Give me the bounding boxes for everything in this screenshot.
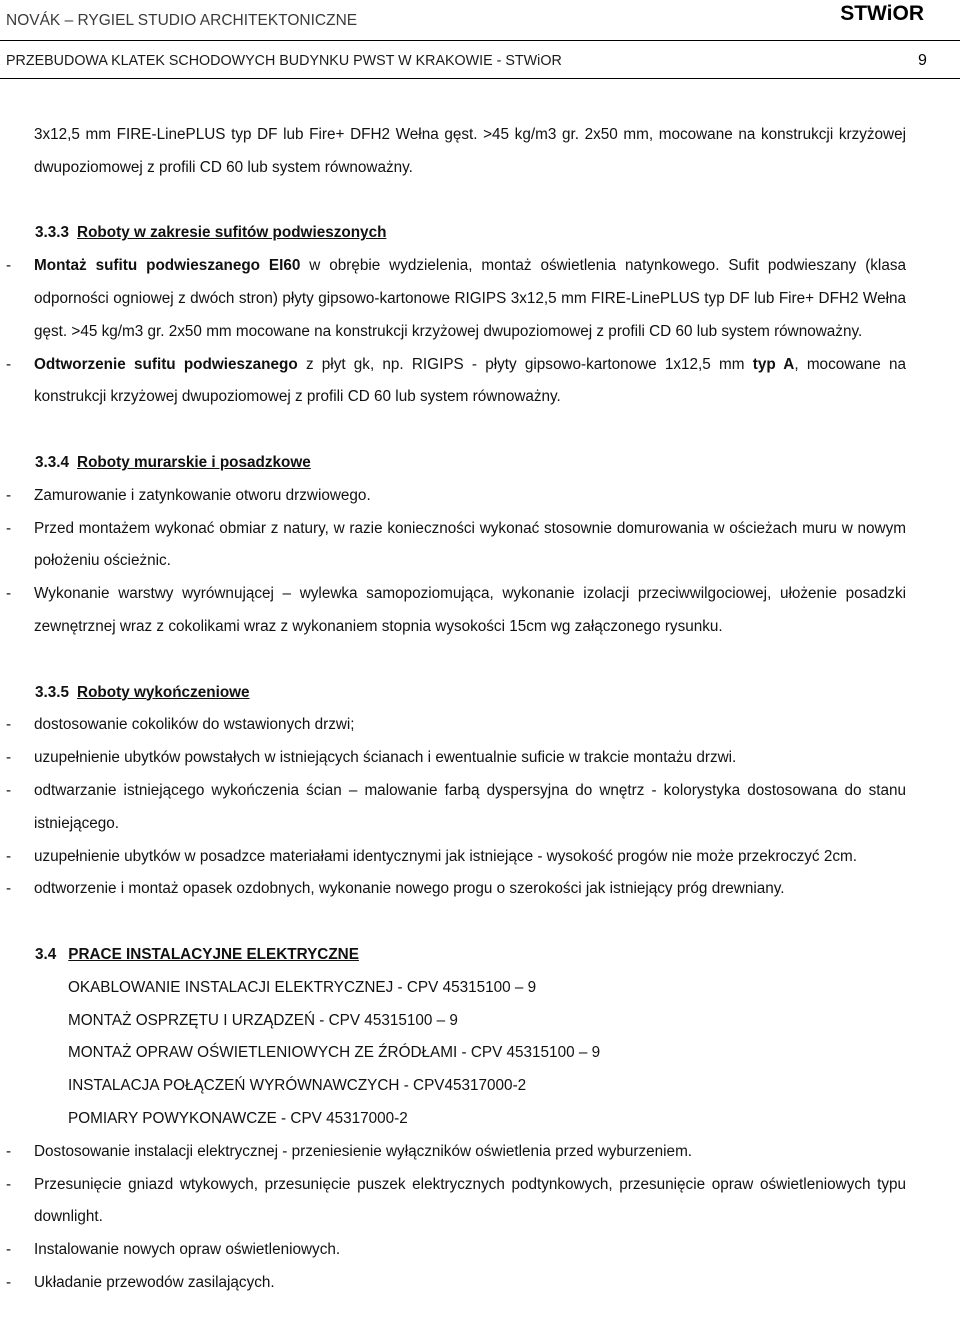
list-item xyxy=(0,742,960,775)
intro-line-2: dwupoziomowej z profili CD 60 lub system równoważny. xyxy=(34,158,413,176)
list-item xyxy=(0,578,960,644)
item-bold-inline: typ A xyxy=(752,355,795,373)
section-title: PRACE INSTALACYJNE ELEKTRYCZNE xyxy=(68,945,359,963)
dash-bullet: - xyxy=(6,1142,12,1160)
page-number: 9 xyxy=(918,52,927,69)
page-header xyxy=(0,0,960,40)
item-text: Instalowanie nowych opraw oświetleniowych. xyxy=(34,1241,341,1259)
list-item xyxy=(0,1267,960,1300)
dash-bullet: - xyxy=(6,519,12,537)
item-text: Układanie przewodów zasilających. xyxy=(34,1273,275,1291)
header-rule-bottom xyxy=(0,78,960,79)
list-item xyxy=(0,873,960,906)
dash-bullet: - xyxy=(6,847,12,865)
item-text: Wykonanie warstwy wyrównującej – wylewka samopoziomująca, wykonanie izolacji przeciwwilgociowej, ułożenie posadzki zewnętrznej wraz z cokolikami wraz z wykonaniem stopnia wysokości 15cm wg załączonego rysunku. xyxy=(34,585,906,635)
section-heading-3-3-5 xyxy=(0,677,960,710)
item-text: z płyt gk, np. RIGIPS - płyty gipsowo-kartonowe 1x12,5 mm xyxy=(297,355,753,373)
cpv-item: INSTALACJA POŁĄCZEŃ WYRÓWNAWCZYCH - CPV45317000-2 xyxy=(68,1077,527,1095)
item-text: uzupełnienie ubytków powstałych w istniejących ścianach i ewentualnie suficie w trakcie montażu drzwi. xyxy=(34,749,737,767)
project-title: PRZEBUDOWA KLATEK SCHODOWYCH BUDYNKU PWST W KRAKOWIE - STWiOR xyxy=(6,53,562,69)
list-item xyxy=(0,250,960,348)
intro-line-1: 3x12,5 mm FIRE-LinePLUS typ DF lub Fire+ DFH2 Wełna gęst. >45 kg/m3 gr. 2x50 mm, mocowane na konstrukcji krzyżowej xyxy=(34,126,906,143)
dash-bullet: - xyxy=(6,781,12,799)
cpv-item: MONTAŻ OSPRZĘTU I URZĄDZEŃ - CPV 45315100 – 9 xyxy=(68,1011,458,1029)
list-item xyxy=(0,349,960,415)
item-text: odtwarzanie istniejącego wykończenia ścian – malowanie farbą dyspersyjna do wnętrz - kolorystyka dostosowana do stanu istniejącego. xyxy=(34,781,906,832)
header-rule-top xyxy=(0,40,960,41)
section-number: 3.4 xyxy=(35,945,57,963)
section-title: Roboty w zakresie sufitów podwieszonych xyxy=(77,224,387,242)
dash-bullet: - xyxy=(6,585,12,603)
dash-bullet: - xyxy=(6,257,12,275)
section-title: Roboty wykończeniowe xyxy=(77,683,250,701)
cpv-item: MONTAŻ OPRAW OŚWIETLENIOWYCH ZE ŹRÓDŁAMI - CPV 45315100 – 9 xyxy=(68,1044,601,1062)
section-title: Roboty murarskie i posadzkowe xyxy=(77,453,311,471)
dash-bullet: - xyxy=(6,749,12,767)
dash-bullet: - xyxy=(6,1175,12,1193)
section-heading-3-3-4 xyxy=(0,447,960,480)
section-number: 3.3.3 xyxy=(35,224,70,242)
document-body xyxy=(0,119,960,1300)
firm-name: NOVÁK – RYGIEL STUDIO ARCHITEKTONICZNE xyxy=(6,12,358,29)
section-heading-3-3-3 xyxy=(0,217,960,250)
list-item xyxy=(0,709,960,742)
section-number: 3.3.4 xyxy=(35,453,70,471)
item-text: dostosowanie cokolików do wstawionych drzwi; xyxy=(34,716,355,734)
dash-bullet: - xyxy=(6,355,12,373)
dash-bullet: - xyxy=(6,1241,12,1259)
item-text: Przed montażem wykonać obmiar z natury, w razie konieczności wykonać stosownie domurowania w ościeżach muru w nowym położeniu ościeżnic. xyxy=(34,519,906,570)
list-item xyxy=(0,513,960,579)
item-text: Zamurowanie i zatynkowanie otworu drzwiowego. xyxy=(34,486,371,504)
brand-name: STWiOR xyxy=(840,2,924,25)
item-text: Przesunięcie gniazd wtykowych, przesunięcie puszek elektrycznych podtynkowych, przesunięcie opraw oświetleniowych typu downlight. xyxy=(34,1175,906,1226)
item-text: , mocowane na konstrukcji krzyżowej dwupoziomowej z profili CD 60 lub system równoważny. xyxy=(34,355,907,406)
list-item xyxy=(0,775,960,841)
item-text: w obrębie wydzielenia, montaż oświetlenia natynkowego. Sufit podwieszany (klasa odporności ogniowej z dwóch stron) płyty gipsowo-kartonowe RIGIPS 3x12,5 mm FIRE-LinePLUS typ DF lub Fire+ DFH2 Wełna gęst. >45 kg/m3 gr. 2x50 mm mocowane na konstrukcji krzyżowej dwupoziomowej z profili CD 60 lub system równoważny. xyxy=(34,257,906,340)
list-item xyxy=(0,1169,960,1235)
list-item xyxy=(0,1136,960,1169)
list-item xyxy=(0,1234,960,1267)
dash-bullet: - xyxy=(6,486,12,504)
item-bold-lead: Montaż sufitu podwieszanego EI60 xyxy=(34,257,301,275)
list-item xyxy=(0,480,960,513)
dash-bullet: - xyxy=(6,716,12,734)
section-heading-3-4 xyxy=(0,939,960,972)
item-text: odtworzenie i montaż opasek ozdobnych, wykonanie nowego progu o szerokości jak istniejący próg drewniany. xyxy=(34,880,785,898)
item-bold-lead: Odtworzenie sufitu podwieszanego xyxy=(34,355,298,373)
cpv-item: POMIARY POWYKONAWCZE - CPV 45317000-2 xyxy=(68,1109,408,1127)
dash-bullet: - xyxy=(6,880,12,898)
list-item xyxy=(0,841,960,874)
dash-bullet: - xyxy=(6,1273,12,1291)
cpv-item: OKABLOWANIE INSTALACJI ELEKTRYCZNEJ - CPV 45315100 – 9 xyxy=(68,978,537,996)
section-number: 3.3.5 xyxy=(35,683,70,701)
item-text: Dostosowanie instalacji elektrycznej - przeniesienie wyłączników oświetlenia przed wyburzeniem. xyxy=(34,1142,693,1160)
item-text: uzupełnienie ubytków w posadzce materiałami identycznymi jak istniejące - wysokość progów nie może przekroczyć 2cm. xyxy=(34,847,857,865)
